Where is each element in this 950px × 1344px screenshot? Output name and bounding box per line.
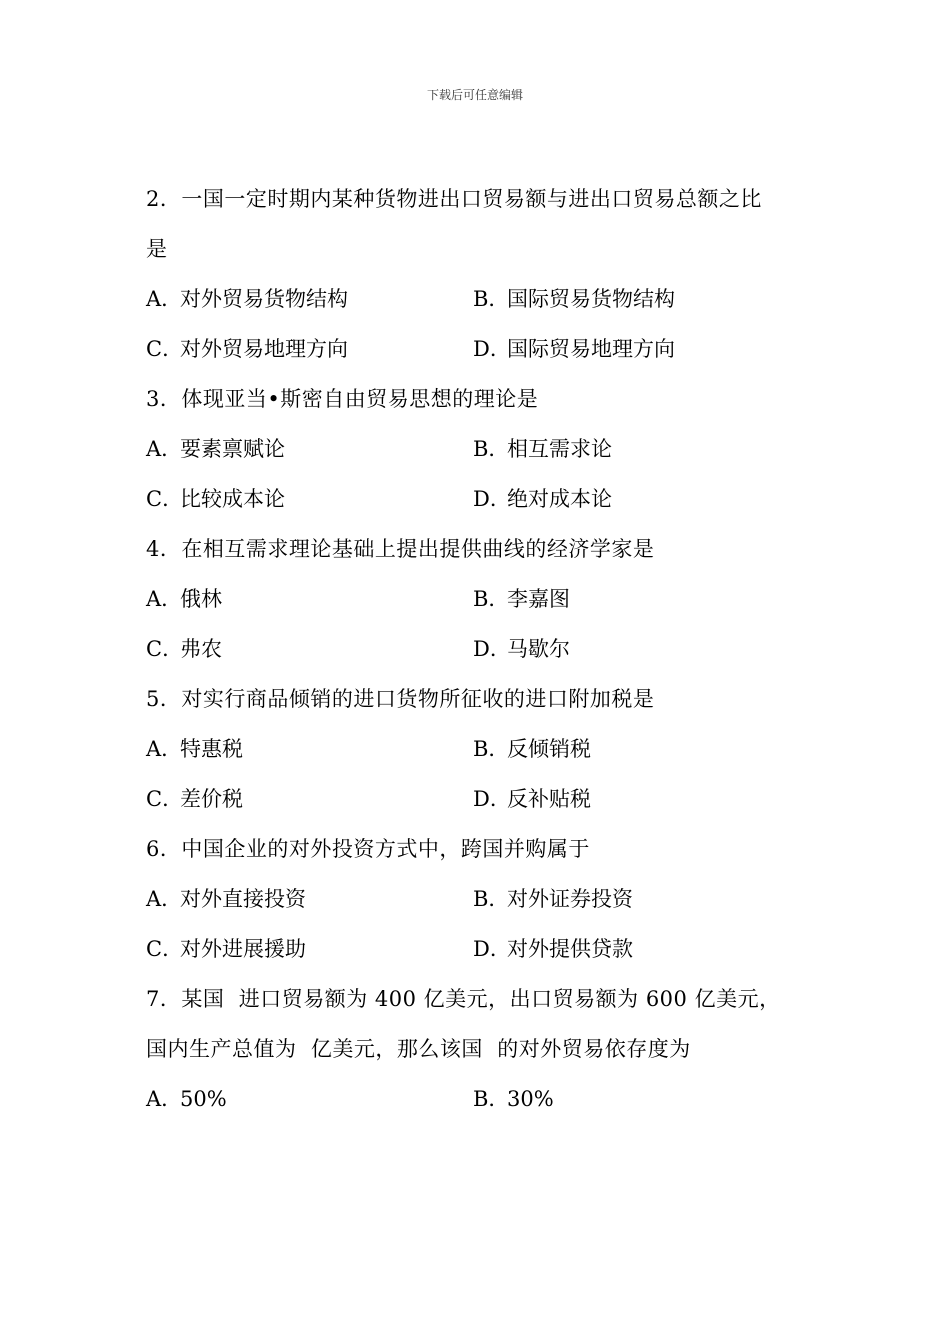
option-text: 对外贸易货物结构 [180,287,348,311]
option-letter: C． [146,487,184,511]
option-row [146,1076,826,1126]
option-d [473,926,633,976]
option-letter: C． [146,937,184,961]
option-letter: A． [146,887,183,911]
option-d [473,326,675,376]
option-text: 对外进展援助 [180,937,306,961]
option-b [473,426,612,476]
question-stem: 4．在相互需求理论基础上提出提供曲线的经济学家是 [146,537,655,561]
option-letter: D． [473,937,511,961]
option-c [146,326,473,376]
option-c [146,926,473,976]
option-row [146,726,826,776]
question-stem: 5．对实行商品倾销的进口货物所征收的进口附加税是 [146,687,655,711]
option-text: 对外提供贷款 [507,937,633,961]
question-list [146,176,826,1126]
option-c [146,776,473,826]
page-header: 下载后可任意编辑 [426,88,523,102]
option-row [146,776,826,826]
option-text: 反倾销税 [507,737,591,761]
question-stem-continued: 是 [146,237,168,261]
option-row [146,326,826,376]
option-letter: B． [473,587,510,611]
option-a [146,276,473,326]
option-text: 反补贴税 [507,787,591,811]
option-letter: A． [146,737,183,761]
option-text: 50% [180,1087,227,1111]
option-letter: D． [473,487,511,511]
option-row [146,876,826,926]
option-text: 国际贸易地理方向 [507,337,675,361]
option-d [473,476,612,526]
option-letter: A． [146,287,183,311]
option-d [473,776,591,826]
option-a [146,1076,473,1126]
option-letter: B． [473,287,510,311]
option-text: 马歇尔 [507,637,570,661]
option-row [146,426,826,476]
question-2 [146,176,826,376]
option-row [146,476,826,526]
option-text: 相互需求论 [507,437,612,461]
question-7 [146,976,826,1126]
option-d [473,626,570,676]
option-letter: A． [146,587,183,611]
option-letter: D． [473,637,511,661]
option-text: 弗农 [180,637,222,661]
option-text: 俄林 [180,587,222,611]
option-letter: A． [146,1087,183,1111]
option-b [473,876,633,926]
question-stem: 6．中国企业的对外投资方式中，跨国并购属于 [146,837,590,861]
option-letter: B． [473,437,510,461]
option-text: 比较成本论 [180,487,285,511]
option-text: 30% [507,1087,554,1111]
question-stem-continued: 国内生产总值为 亿美元，那么该国 的对外贸易依存度为 [146,1037,691,1061]
option-letter: A． [146,437,183,461]
option-c [146,476,473,526]
option-c [146,626,473,676]
option-text: 特惠税 [180,737,243,761]
option-b [473,1076,554,1126]
question-stem: 3．体现亚当•斯密自由贸易思想的理论是 [146,387,539,411]
option-text: 要素禀赋论 [180,437,285,461]
option-row [146,926,826,976]
question-4 [146,526,826,676]
option-row [146,276,826,326]
option-text: 对外证券投资 [507,887,633,911]
option-letter: D． [473,787,511,811]
option-text: 李嘉图 [507,587,570,611]
option-a [146,576,473,626]
option-letter: B． [473,887,510,911]
question-6 [146,826,826,976]
option-row [146,626,826,676]
option-text: 对外直接投资 [180,887,306,911]
option-text: 绝对成本论 [507,487,612,511]
option-row [146,576,826,626]
option-text: 差价税 [180,787,243,811]
option-letter: B． [473,1087,510,1111]
option-letter: D． [473,337,511,361]
question-3 [146,376,826,526]
option-a [146,426,473,476]
option-a [146,876,473,926]
option-text: 对外贸易地理方向 [180,337,348,361]
option-letter: B． [473,737,510,761]
question-stem: 7．某国 进口贸易额为 400 亿美元，出口贸易额为 600 亿美元， [146,987,781,1011]
option-b [473,276,675,326]
question-stem: 2．一国一定时期内某种货物进出口贸易额与进出口贸易总额之比 [146,187,762,211]
option-text: 国际贸易货物结构 [507,287,675,311]
question-5 [146,676,826,826]
option-a [146,726,473,776]
option-b [473,576,570,626]
option-b [473,726,591,776]
option-letter: C． [146,637,184,661]
option-letter: C． [146,337,184,361]
option-letter: C． [146,787,184,811]
